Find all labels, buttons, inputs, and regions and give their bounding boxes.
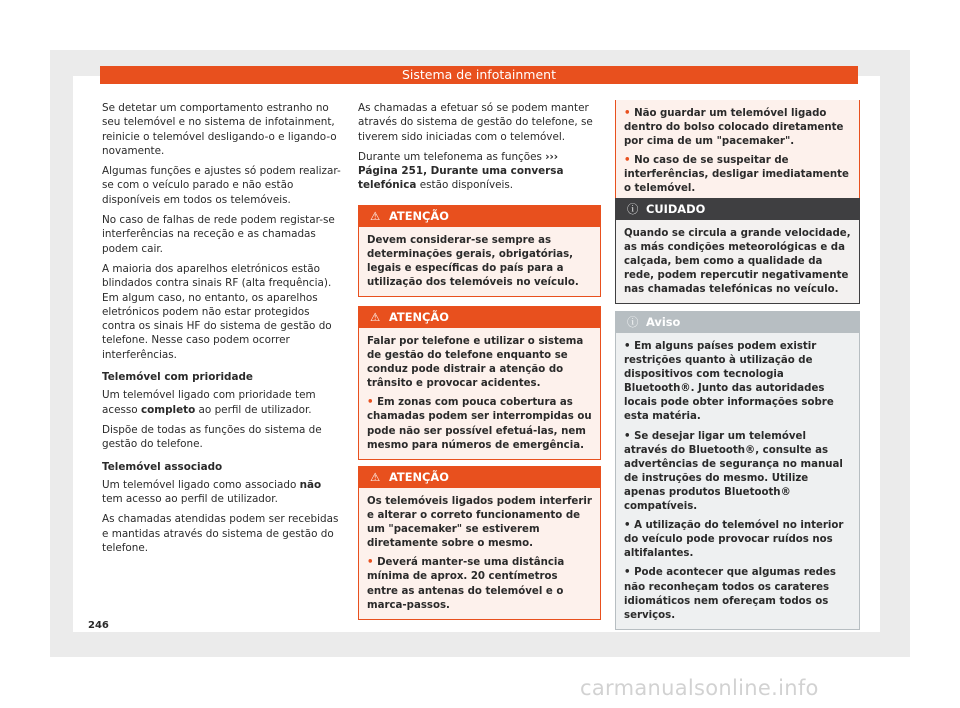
warning-box-1 <box>358 205 601 297</box>
note-box-header <box>616 312 859 333</box>
column-2 <box>358 101 601 611</box>
note-box <box>615 311 860 630</box>
info-square-icon: ⓘ <box>627 315 639 329</box>
bullet-icon: • <box>367 397 378 409</box>
warning-box-3 <box>358 466 601 620</box>
warning-continuation-box <box>615 100 860 204</box>
warning-title: ATENÇÃO <box>389 310 449 324</box>
text: ao perfil de utilizador. <box>195 403 312 416</box>
paragraph: A maioria dos aparelhos eletrónicos estão blindados contra sinais RF (alta frequência). Em algum caso, no entanto, os aparelhos eletrónicos podem não estar protegidos contra os sinais HF do sistema de gestão do telefone. Nesse caso podem ocorrer interferências. <box>102 262 332 361</box>
page-number: 246 <box>88 620 109 631</box>
bullet-icon: • <box>624 567 635 579</box>
bullet-text: Se desejar ligar um telemóvel através do Bluetooth®, consulte as advertências de segurança no manual de instruções do mesmo. Utilize apenas produtos Bluetooth® compatíveis. <box>624 430 843 513</box>
paragraph: Se detetar um comportamento estranho no seu telemóvel e no sistema de infotainment, reinicie o telemóvel desligando-o e ligando-o novamente. <box>102 102 337 157</box>
text: tem acesso ao perfil de utilizador. <box>102 493 278 506</box>
info-circle-icon: ⓘ <box>627 202 639 216</box>
bullet-icon: • <box>624 430 635 442</box>
bullet-text: Em zonas com pouca cobertura as chamadas podem ser interrompidas ou pode não ser possível efetuá-las, nem mesmo para números de emergência. <box>367 397 592 451</box>
text: Durante um telefonema as funções <box>358 150 546 163</box>
paragraph: No caso de falhas de rede podem registar-se interferências na receção e as chamadas podem cair. <box>102 214 335 255</box>
bullet-icon: • <box>624 108 635 119</box>
warning-triangle-icon: ⚠ <box>370 310 381 324</box>
bullet-text: Deverá manter-se uma distância mínima de aprox. 20 centímetros entre as antenas do telemóvel e o marca-passos. <box>367 557 565 611</box>
warning-text: Falar por telefone e utilizar o sistema de gestão do telefone enquanto se conduz pode distrair a atenção do trânsito e provocar acidentes. <box>367 336 584 390</box>
section-header: Sistema de infotainment <box>100 66 858 84</box>
paragraph: As chamadas a efetuar só se podem manter através do sistema de gestão do telefone, se tiverem sido iniciadas com o telemóvel. <box>358 102 593 143</box>
warning-bullet <box>367 396 592 452</box>
warning-box-header <box>359 467 600 488</box>
warning-triangle-icon: ⚠ <box>370 209 381 223</box>
note-bullet <box>624 566 851 622</box>
note-bullet <box>624 340 851 425</box>
caution-box-header <box>616 199 859 220</box>
bullet-icon: • <box>367 557 378 569</box>
bullet-text: A utilização do telemóvel no interior do veículo pode provocar ruídos nos altifalantes. <box>624 520 844 560</box>
caution-title: CUIDADO <box>646 202 706 216</box>
warning-text: Os telemóveis ligados podem interferir e alterar o correto funcionamento de um "pacemaker" se estiverem diretamente sobre o mesmo. <box>367 496 592 550</box>
watermark: carmanualsonline.info <box>580 676 819 700</box>
text: estão disponíveis. <box>416 179 514 192</box>
caution-box <box>615 198 860 304</box>
bullet-icon: • <box>624 520 635 532</box>
bold-text: completo <box>140 403 196 416</box>
warning-triangle-icon: ⚠ <box>370 470 381 484</box>
subheading-priority-phone: Telemóvel com prioridade <box>102 371 253 384</box>
note-bullet <box>624 519 851 561</box>
warning-bullet <box>367 556 592 612</box>
warning-bullet <box>624 107 851 149</box>
warning-box-header <box>359 206 600 227</box>
warning-text: Devem considerar-se sempre as determinações gerais, obrigatórias, legais e específicas do país para a utilização dos telemóveis no veículo. <box>367 235 579 289</box>
text: Um telemóvel ligado com prioridade tem acesso <box>102 389 316 416</box>
warning-box-2 <box>358 306 601 460</box>
paragraph: Algumas funções e ajustes só podem realizar-se com o veículo parado e não estão disponíveis em todos os telemóveis. <box>102 165 341 206</box>
bullet-text: Não guardar um telemóvel ligado dentro do bolso colocado diretamente por cima de um "pacemaker". <box>624 108 844 148</box>
paragraph <box>358 150 601 193</box>
bullet-text: Pode acontecer que algumas redes não reconheçam todos os carateres idiomáticos nem ofereçam todos os serviços. <box>624 567 836 621</box>
warning-bullet <box>624 154 851 196</box>
bullet-icon: • <box>624 341 635 352</box>
subheading-associated-phone: Telemóvel associado <box>102 460 223 473</box>
paragraph: Dispõe de todas as funções do sistema de gestão do telefone. <box>102 423 322 451</box>
caution-text: Quando se circula a grande velocidade, as más condições meteorológicas e da calçada, bem como a qualidade da rede, podem repercutir negativamente nas chamadas telefónicas no veículo. <box>624 228 851 296</box>
bullet-icon: • <box>624 155 635 167</box>
paragraph: As chamadas atendidas podem ser recebidas e mantidas através do sistema de gestão do telefone. <box>102 513 339 555</box>
warning-title: ATENÇÃO <box>389 470 449 484</box>
bold-text: não <box>299 478 322 491</box>
page-reference-link[interactable]: ››› Página 251, Durante uma conversa telefónica <box>358 150 564 192</box>
warning-title: ATENÇÃO <box>389 209 449 223</box>
note-bullet <box>624 430 851 515</box>
paragraph <box>102 388 343 417</box>
bullet-text: Em alguns países podem existir restrições quanto à utilização de dispositivos com tecnologia Bluetooth®. Junto das autoridades locais pode obter informações sobre esta matéria. <box>624 341 834 423</box>
text: Um telemóvel ligado como associado <box>102 478 300 491</box>
note-title: Aviso <box>646 315 681 329</box>
warning-box-header <box>359 307 600 328</box>
column-1 <box>102 101 343 561</box>
bullet-text: No caso de se suspeitar de interferências, desligar imediatamente o telemóvel. <box>624 155 849 195</box>
paragraph <box>102 478 343 507</box>
